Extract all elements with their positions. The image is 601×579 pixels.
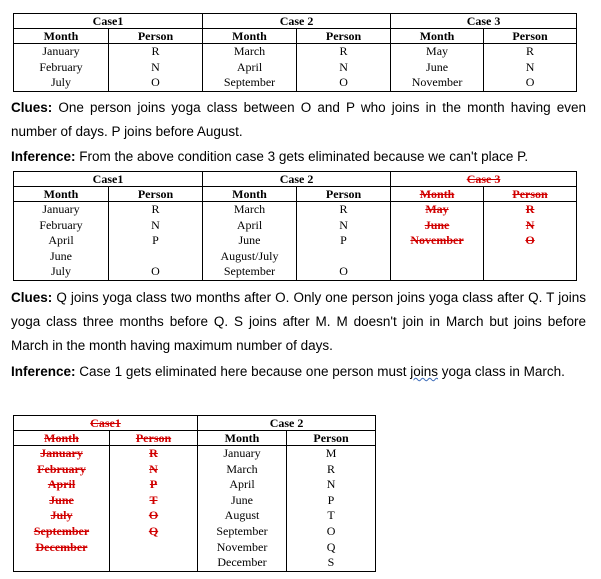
person-cell: O: [148, 508, 159, 523]
spellcheck-squiggle-word: joins: [410, 364, 439, 379]
case-3-persons-eliminated: [484, 202, 577, 281]
person-cell: O: [339, 75, 348, 90]
person-cell: O: [151, 75, 160, 90]
inference-text: yoga class in March.: [441, 364, 565, 379]
person-cell: Q: [148, 523, 159, 538]
clue-text: Q joins yoga class two months after O. Only one person joins yoga class after Q. T joins yoga class three months before Q. S joins after M. M doesn't join in March but joins before March in the month having maximum number of days.: [11, 290, 586, 353]
case-3-header-eliminated: Case 3: [391, 172, 577, 187]
person-cell: O: [339, 264, 348, 279]
month-cell: June: [50, 248, 72, 263]
case-2-header: Case 2: [203, 172, 391, 187]
case-3-header: Case 3: [391, 14, 577, 29]
month-cell: July: [50, 264, 71, 279]
person-cell: R: [327, 461, 336, 476]
inference-label: Inference:: [11, 364, 76, 379]
person-cell: N: [149, 461, 158, 476]
person-cell: N: [326, 477, 336, 492]
month-cell: January: [40, 446, 83, 460]
clue-label: Clues:: [11, 290, 53, 305]
case-2-header: Case 2: [203, 14, 391, 29]
month-cell: November: [411, 75, 463, 90]
month-cell: January: [42, 44, 80, 58]
month-cell: September: [216, 523, 268, 538]
month-cell: April: [47, 477, 76, 492]
month-column-header: Month: [391, 29, 484, 44]
arrangement-table-2: [13, 171, 577, 281]
inference-text: From the above condition case 3 gets eliminated because we can't place P.: [79, 149, 529, 164]
month-column-header-eliminated: Month: [391, 187, 484, 202]
month-column-header: Month: [203, 187, 297, 202]
month-column-header: Month: [14, 29, 109, 44]
person-column-header: Person: [109, 29, 203, 44]
month-cell: February: [39, 59, 83, 74]
case-1-persons-eliminated: [110, 446, 198, 572]
case-2-persons: [287, 446, 376, 572]
person-cell: O: [525, 233, 535, 248]
month-cell: September: [33, 523, 90, 538]
person-cell: [299, 249, 388, 265]
person-cell: T: [327, 508, 335, 523]
inference-paragraph-1: [11, 145, 586, 169]
person-cell: Q: [326, 539, 336, 554]
person-cell: M: [325, 446, 337, 460]
month-cell: December: [35, 539, 88, 554]
person-column-header: Person: [109, 187, 203, 202]
person-cell: T: [149, 492, 158, 507]
case-2-months: [203, 44, 297, 92]
case-2-persons: [297, 202, 391, 281]
month-cell: June: [424, 217, 450, 232]
person-column-header: Person: [297, 187, 391, 202]
case-1-header: Case1: [14, 14, 203, 29]
case-3-months: [391, 44, 484, 92]
month-cell: August: [224, 508, 260, 523]
case-3-persons: [484, 44, 577, 92]
person-cell: R: [525, 202, 535, 216]
inference-text: Case 1 gets eliminated here because one person must: [79, 364, 407, 379]
month-cell: July: [50, 75, 71, 90]
month-cell: April: [236, 59, 263, 74]
month-cell: April: [236, 217, 263, 232]
person-cell: N: [151, 217, 160, 232]
case-3-months-eliminated: [391, 202, 484, 281]
month-cell: September: [223, 75, 276, 90]
clue-label: Clues:: [11, 100, 53, 115]
inference-paragraph-2: [11, 360, 586, 384]
month-cell: June: [426, 59, 449, 74]
case-1-months: [14, 202, 109, 281]
person-column-header: Person: [484, 29, 577, 44]
person-cell: R: [526, 44, 535, 58]
person-cell: P: [340, 233, 347, 248]
person-cell: N: [339, 217, 348, 232]
person-column-header: Person: [297, 29, 391, 44]
month-cell: March: [233, 202, 266, 216]
person-cell: O: [326, 523, 336, 538]
month-cell: January: [223, 446, 261, 460]
case-1-months: [14, 44, 109, 92]
month-cell: March: [226, 461, 258, 476]
person-cell: N: [339, 59, 348, 74]
month-cell: February: [37, 461, 86, 476]
person-cell: R: [339, 202, 348, 216]
month-column-header: Month: [198, 431, 287, 446]
case-1-header: Case1: [14, 172, 203, 187]
clue-paragraph-2: [11, 286, 586, 358]
case-1-months-eliminated: [14, 446, 110, 572]
month-cell: July: [50, 508, 73, 523]
month-cell: May: [425, 202, 449, 216]
month-column-header-eliminated: Month: [14, 431, 110, 446]
month-cell: September: [223, 264, 276, 279]
person-column-header: Person: [287, 431, 376, 446]
month-cell: August/July: [220, 248, 279, 263]
person-cell: P: [152, 233, 159, 248]
person-cell: [111, 249, 200, 265]
person-cell: S: [327, 555, 335, 570]
inference-label: Inference:: [11, 149, 76, 164]
person-cell: P: [149, 477, 158, 492]
month-cell: April: [48, 233, 74, 248]
clue-paragraph-1: [11, 96, 586, 144]
month-cell: March: [233, 44, 266, 58]
person-cell: N: [151, 59, 160, 74]
person-cell: O: [525, 75, 535, 90]
person-cell: R: [339, 44, 348, 58]
month-cell: May: [426, 44, 449, 58]
month-cell: February: [39, 217, 83, 232]
arrangement-table-3: [13, 415, 376, 572]
person-cell: P: [327, 492, 335, 507]
case-2-header: Case 2: [198, 416, 376, 431]
month-column-header: Month: [203, 29, 297, 44]
person-column-header-eliminated: Person: [110, 431, 198, 446]
month-column-header: Month: [14, 187, 109, 202]
case-1-persons: [109, 202, 203, 281]
arrangement-table-1: [13, 13, 577, 92]
person-cell: O: [151, 264, 160, 279]
month-cell: January: [42, 202, 80, 216]
case-2-persons: [297, 44, 391, 92]
month-cell: November: [410, 233, 464, 248]
person-cell: R: [149, 446, 158, 460]
person-cell: N: [525, 217, 535, 232]
case-1-header-eliminated: Case1: [14, 416, 198, 431]
month-cell: June: [231, 492, 254, 507]
month-cell: April: [229, 477, 255, 492]
person-cell: N: [525, 59, 535, 74]
month-cell: November: [216, 539, 268, 554]
person-column-header-eliminated: Person: [484, 187, 577, 202]
person-cell: R: [151, 44, 160, 58]
month-cell: June: [238, 233, 261, 248]
clue-text: One person joins yoga class between O and P who joins in the month having even number of days. P joins before August.: [11, 100, 586, 139]
person-cell: R: [151, 202, 160, 216]
case-1-persons: [109, 44, 203, 92]
case-2-months: [203, 202, 297, 281]
month-cell: December: [217, 555, 267, 570]
case-2-months: [198, 446, 287, 572]
month-cell: June: [49, 492, 74, 507]
